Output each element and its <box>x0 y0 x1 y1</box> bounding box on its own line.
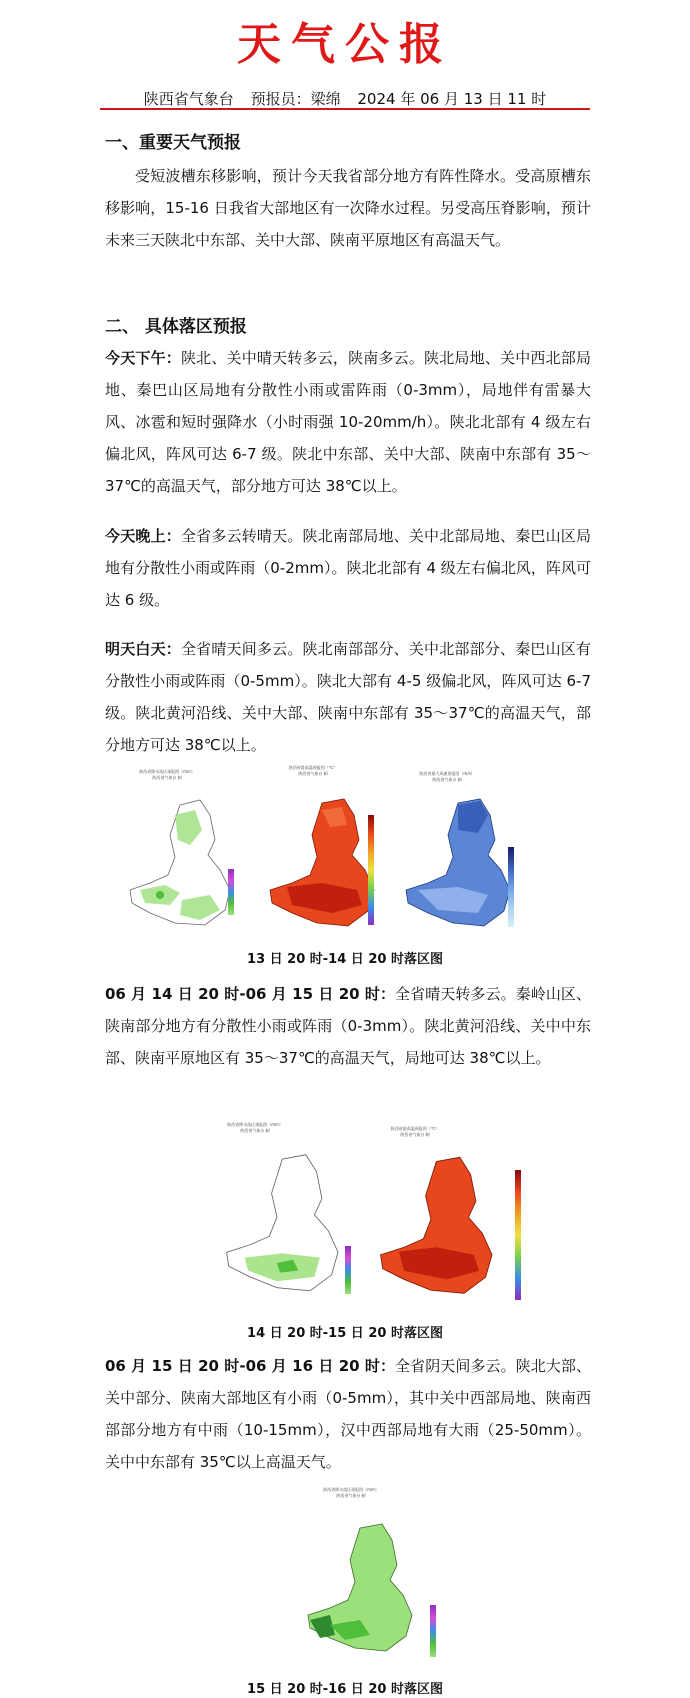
forecaster-name: 预报员：梁绵 <box>250 90 341 108</box>
map-title: 陕西省最高温预报图（℃） 陕西省气象台 制 <box>390 1126 440 1137</box>
period-label: 06 月 14 日 20 时-06 月 15 日 20 时： <box>105 985 396 1003</box>
temperature-forecast-map <box>262 795 402 935</box>
map-title: 陕西省降水落区预报图（mm） 陕西省气象台 制 <box>139 769 195 780</box>
rain-forecast-map <box>120 795 260 935</box>
period-label: 今天下午： <box>105 349 181 367</box>
period-text: 全省晴天转多云。秦岭山区、陕南部分地方有分散性小雨或阵雨（0-3mm）。陕北黄河沿线、关中中东部、陕南平原地区有 35～37℃的高温天气，局地可达 38℃以上。 <box>105 985 591 1067</box>
page-title: 天气公报 <box>237 19 453 70</box>
period-text: 全省阴天间多云。陕北大部、关中部分、陕南大部地区有小雨（0-5mm），其中关中西部局地、陕南西部部分地方有中雨（10-15mm），汉中西部局地有大雨（25-50mm）。关中中东部有 35℃以上高温天气。 <box>105 1357 591 1471</box>
map-caption-1: 13 日 20 时-14 日 20 时落区图 <box>247 952 443 967</box>
header-divider <box>100 108 590 110</box>
rain-legend <box>345 1246 351 1294</box>
forecast-15th-to-16th <box>105 1350 591 1478</box>
important-weather-paragraph: 受短波槽东移影响，预计今天我省部分地方有阵性降水。受高原槽东移影响，15-16 日我省大部地区有一次降水过程。另受高压脊影响，预计未来三天陕北中东部、关中大部、陕南平原地区有高温天气。 <box>105 167 591 249</box>
wind-forecast-map <box>398 795 538 935</box>
map-title: 陕西省最高温预报图（℃） 陕西省气象台 制 <box>288 765 338 776</box>
rain-legend <box>228 869 234 915</box>
period-label: 明天白天： <box>105 640 181 658</box>
map-row-2 <box>0 1118 690 1318</box>
map-title: 陕西省最大风速预报图（m/s） 陕西省气象台 制 <box>419 771 475 782</box>
map-title: 陕西省降水落区预报图（mm） 陕西省气象台 制 <box>323 1487 379 1498</box>
section-heading-important: 一、重要天气预报 <box>105 133 241 153</box>
period-label: 06 月 15 日 20 时-06 月 16 日 20 时： <box>105 1357 396 1375</box>
wind-legend <box>508 847 514 927</box>
map-caption-2: 14 日 20 时-15 日 20 时落区图 <box>247 1326 443 1341</box>
temperature-forecast-map-2 <box>372 1153 522 1303</box>
forecast-this-afternoon <box>105 342 591 502</box>
period-text: 陕北、关中晴天转多云，陕南多云。陕北局地、关中西北部局地、秦巴山区局地有分散性小雨或雷阵雨（0-3mm），局地伴有雷暴大风、冰雹和短时强降水（小时雨强 10-20mm/h）。陕北北部有 4 级左右偏北风，阵风可达 6-7 级。陕北中东部、关中大部、陕南中东部有 35～37℃的高温天气，部分地方可达 38℃以上。 <box>105 349 591 495</box>
forecast-14th-to-15th <box>105 978 591 1074</box>
map-title: 陕西省降水落区预报图（mm） 陕西省气象台 制 <box>227 1122 283 1133</box>
agency-name: 陕西省气象台 <box>143 90 234 108</box>
period-text: 全省晴天间多云。陕北南部部分、关中北部部分、秦巴山区有分散性小雨或阵雨（0-5mm）。陕北大部有 4-5 级偏北风，阵风可达 6-7 级。陕北黄河沿线、关中大部、陕南中东部有 35～37℃的高温天气，部分地方可达 38℃以上。 <box>105 640 591 754</box>
section-heading-detailed: 二、 具体落区预报 <box>105 317 247 337</box>
issue-datetime: 2024 年 06 月 13 日 11 时 <box>357 90 547 108</box>
rain-legend <box>430 1605 436 1657</box>
rain-forecast-map-3 <box>300 1515 440 1665</box>
period-label: 今天晚上： <box>105 527 181 545</box>
period-text: 全省多云转晴天。陕北南部局地、关中北部局地、秦巴山区局地有分散性小雨或阵雨（0-2mm）。陕北北部有 4 级左右偏北风，阵风可达 6 级。 <box>105 527 591 609</box>
temperature-legend <box>368 815 374 925</box>
map-row-3 <box>0 1487 690 1677</box>
temperature-legend <box>515 1170 521 1300</box>
map-caption-3: 15 日 20 时-16 日 20 时落区图 <box>247 1682 443 1697</box>
forecast-tonight <box>105 520 591 616</box>
bulletin-meta <box>0 88 690 109</box>
forecast-tomorrow-day <box>105 633 591 761</box>
map-row-1 <box>0 765 690 945</box>
